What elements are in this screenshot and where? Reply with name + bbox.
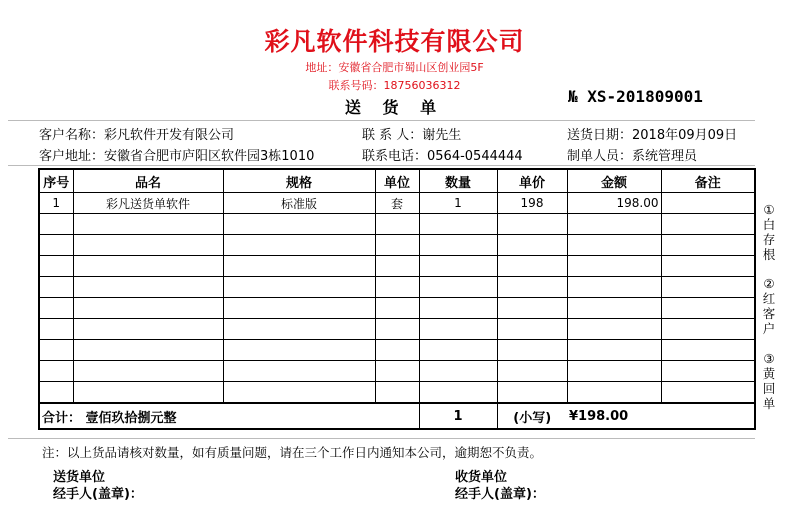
total-in-words: 合计： 壹佰玖拾捌元整	[39, 403, 419, 429]
copy-label-red: ②红客户	[762, 276, 776, 336]
customer-name: 客户名称：彩凡软件开发有限公司	[39, 128, 235, 143]
sender-handler: 经手人(盖章)：	[53, 487, 143, 502]
table-row-empty	[39, 235, 755, 256]
total-amount-label: (小写)	[497, 403, 567, 429]
total-quantity: 1	[419, 403, 497, 429]
column-header: 品名	[73, 169, 223, 193]
table-row-empty	[39, 277, 755, 298]
table-header-row	[39, 169, 755, 193]
receiver-unit: 收货单位	[455, 470, 508, 485]
cell-spec: 标准版	[223, 193, 375, 214]
sender-unit: 送货单位	[53, 470, 106, 485]
items-table	[38, 168, 756, 430]
ship-date: 送货日期：2018年09月09日	[567, 128, 738, 143]
table-row-empty	[39, 256, 755, 277]
cell-remark	[661, 193, 755, 214]
copy-label-white: ①白存根	[762, 202, 776, 262]
divider	[8, 165, 755, 166]
table-row-empty	[39, 298, 755, 319]
column-header: 单价	[497, 169, 567, 193]
table-row-empty	[39, 214, 755, 235]
divider	[8, 120, 755, 121]
document-creator: 制单人员：系统管理员	[567, 149, 698, 164]
column-header: 备注	[661, 169, 755, 193]
column-header: 序号	[39, 169, 73, 193]
table-row-empty	[39, 319, 755, 340]
cell-price: 198	[497, 193, 567, 214]
total-amount: ¥198.00	[567, 403, 755, 429]
contact-phone: 联系电话：0564-0544444	[362, 149, 523, 164]
column-header: 规格	[223, 169, 375, 193]
column-header: 金额	[567, 169, 661, 193]
cell-amount: 198.00	[567, 193, 661, 214]
document-number: № XS-201809001	[568, 87, 703, 106]
table-row	[39, 193, 755, 214]
column-header: 单位	[375, 169, 419, 193]
cell-index: 1	[39, 193, 73, 214]
document-title: 送 货 单	[344, 98, 445, 117]
customer-address: 客户地址：安徽省合肥市庐阳区软件园3栋1010	[39, 149, 315, 164]
divider	[8, 438, 755, 439]
copy-label-yellow: ③黄回单	[762, 351, 776, 411]
company-name: 彩凡软件科技有限公司	[264, 27, 525, 56]
column-header: 数量	[419, 169, 497, 193]
contact-person: 联 系 人：谢先生	[362, 128, 462, 143]
company-phone: 联系号码：18756036312	[328, 79, 461, 92]
cell-quantity: 1	[419, 193, 497, 214]
company-address: 地址：安徽省合肥市蜀山区创业园5F	[305, 61, 484, 74]
cell-product: 彩凡送货单软件	[73, 193, 223, 214]
total-row	[39, 403, 755, 429]
cell-unit: 套	[375, 193, 419, 214]
table-row-empty	[39, 361, 755, 382]
table-row-empty	[39, 382, 755, 404]
receiver-handler: 经手人(盖章)：	[455, 487, 545, 502]
table-row-empty	[39, 340, 755, 361]
footer-note: 注：以上货品请核对数量，如有质量问题，请在三个工作日内通知本公司，逾期恕不负责。	[42, 445, 543, 460]
